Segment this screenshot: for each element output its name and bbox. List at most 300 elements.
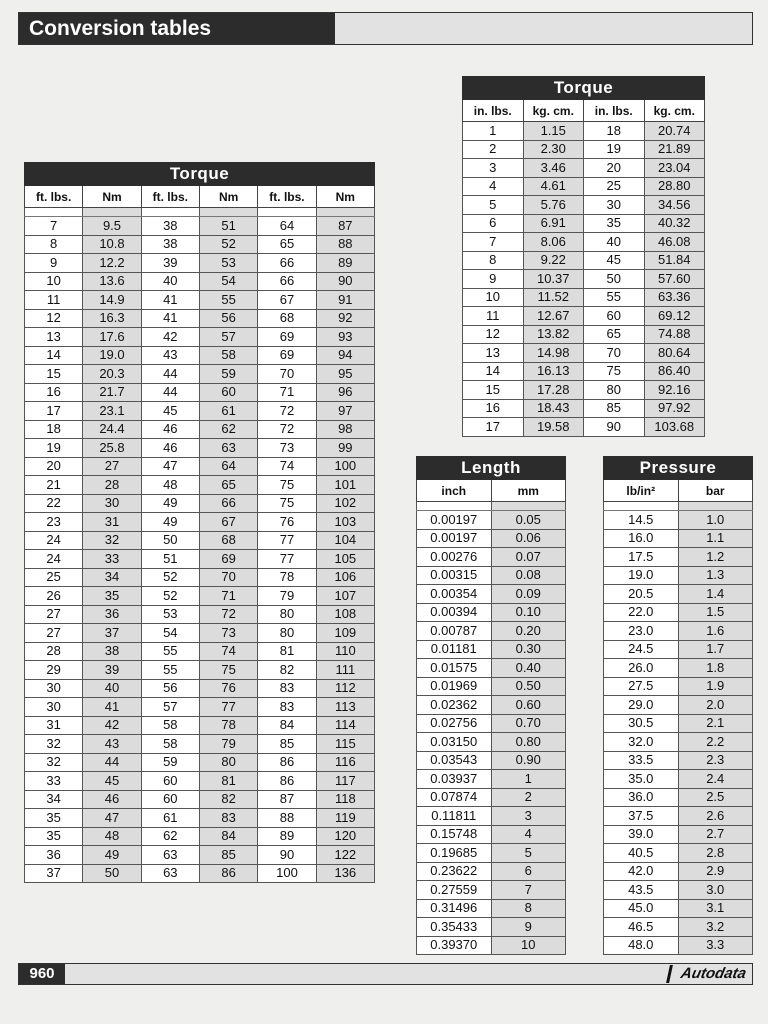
table-row xyxy=(417,585,566,604)
table-cell: 46 xyxy=(141,439,199,458)
table-cell: 39 xyxy=(141,254,199,273)
table-cell: 38 xyxy=(83,642,141,661)
table-cell: 99 xyxy=(316,439,374,458)
table-cell: 58 xyxy=(141,716,199,735)
table-cell: 75 xyxy=(584,362,645,381)
table-row xyxy=(25,439,375,458)
table-row xyxy=(25,846,375,865)
table-cell: 2.9 xyxy=(678,862,753,881)
table-cell: 46 xyxy=(83,790,141,809)
table-cell: 71 xyxy=(199,587,257,606)
table-cell: 41 xyxy=(83,698,141,717)
table-cell: 0.90 xyxy=(491,751,566,770)
table-cell: 2.4 xyxy=(678,770,753,789)
table-cell: 38 xyxy=(141,217,199,236)
table-cell: 34 xyxy=(25,790,83,809)
table-row xyxy=(25,457,375,476)
table-row xyxy=(25,735,375,754)
table-cell: 30 xyxy=(584,196,645,215)
table-cell: 80 xyxy=(258,624,316,643)
table-cell: 86 xyxy=(199,864,257,883)
table-row xyxy=(25,476,375,495)
table-row xyxy=(417,899,566,918)
table-row xyxy=(25,513,375,532)
table-cell: 8 xyxy=(491,899,566,918)
table-cell: 0.00394 xyxy=(417,603,492,622)
table-cell: 37.5 xyxy=(604,807,679,826)
table-row xyxy=(25,254,375,273)
table-cell: 26.0 xyxy=(604,659,679,678)
table-cell: 40.32 xyxy=(644,214,705,233)
table-cell: 5.76 xyxy=(523,196,584,215)
table-row xyxy=(604,733,753,752)
table-cell: 10 xyxy=(463,288,524,307)
table-cell: 58 xyxy=(199,346,257,365)
table-cell: 20 xyxy=(584,159,645,178)
table-cell: 0.70 xyxy=(491,714,566,733)
table-cell: 114 xyxy=(316,716,374,735)
table-cell: 53 xyxy=(141,605,199,624)
table-row xyxy=(463,140,705,159)
table-cell: 0.11811 xyxy=(417,807,492,826)
table-cell: 29.0 xyxy=(604,696,679,715)
table-cell: 47 xyxy=(141,457,199,476)
table-row xyxy=(604,807,753,826)
spacer-cell xyxy=(141,208,199,217)
table-row xyxy=(25,494,375,513)
table-cell: 19.0 xyxy=(83,346,141,365)
table-header-row xyxy=(417,480,566,502)
table-row xyxy=(25,827,375,846)
table-cell: 48 xyxy=(141,476,199,495)
table-row xyxy=(25,328,375,347)
table-row xyxy=(25,217,375,236)
table-cell: 8 xyxy=(463,251,524,270)
table-cell: 32 xyxy=(83,531,141,550)
table-cell: 14.98 xyxy=(523,344,584,363)
table-caption-row xyxy=(463,77,705,100)
table-cell: 24 xyxy=(25,531,83,550)
table-cell: 20.5 xyxy=(604,585,679,604)
table-cell: 116 xyxy=(316,753,374,772)
table-cell: 21.89 xyxy=(644,140,705,159)
table-row xyxy=(417,770,566,789)
table-cell: 50 xyxy=(584,270,645,289)
table-cell: 103 xyxy=(316,513,374,532)
table-row xyxy=(25,383,375,402)
table-cell: 0.60 xyxy=(491,696,566,715)
table-cell: 97.92 xyxy=(644,399,705,418)
column-header: in. lbs. xyxy=(584,100,645,122)
table-cell: 35.0 xyxy=(604,770,679,789)
table-cell: 55 xyxy=(584,288,645,307)
table-spacer-row xyxy=(417,502,566,511)
table-cell: 109 xyxy=(316,624,374,643)
table-row xyxy=(604,936,753,955)
table-row xyxy=(604,529,753,548)
column-header: Nm xyxy=(83,186,141,208)
table-cell: 91 xyxy=(316,291,374,310)
spacer-cell xyxy=(678,502,753,511)
table-cell: 6 xyxy=(491,862,566,881)
table-cell: 61 xyxy=(199,402,257,421)
table-cell: 90 xyxy=(584,418,645,437)
table-cell: 44 xyxy=(141,365,199,384)
table-cell: 102 xyxy=(316,494,374,513)
table-cell: 1.1 xyxy=(678,529,753,548)
table-cell: 70 xyxy=(584,344,645,363)
table-cell: 80.64 xyxy=(644,344,705,363)
table-cell: 17.5 xyxy=(604,548,679,567)
table-cell: 66 xyxy=(258,272,316,291)
table-cell: 69 xyxy=(258,346,316,365)
table-cell: 8 xyxy=(25,235,83,254)
table-cell: 82 xyxy=(258,661,316,680)
table-cell: 9.22 xyxy=(523,251,584,270)
table-cell: 33 xyxy=(25,772,83,791)
table-row xyxy=(417,844,566,863)
table-cell: 30.5 xyxy=(604,714,679,733)
table-cell: 45 xyxy=(83,772,141,791)
table-cell: 2.0 xyxy=(678,696,753,715)
spacer-cell xyxy=(199,208,257,217)
table-header-row xyxy=(463,100,705,122)
table-cell: 45 xyxy=(584,251,645,270)
table-cell: 14 xyxy=(25,346,83,365)
table-row xyxy=(604,714,753,733)
table-row xyxy=(25,679,375,698)
table-row xyxy=(417,511,566,530)
table-cell: 13 xyxy=(25,328,83,347)
table-cell: 76 xyxy=(199,679,257,698)
table-cell: 12.2 xyxy=(83,254,141,273)
table-row xyxy=(463,362,705,381)
table-row xyxy=(463,270,705,289)
table-cell: 86 xyxy=(258,772,316,791)
table-row xyxy=(25,753,375,772)
table-cell: 2.7 xyxy=(678,825,753,844)
table-cell: 2 xyxy=(463,140,524,159)
table-cell: 0.50 xyxy=(491,677,566,696)
table-cell: 3.2 xyxy=(678,918,753,937)
table-cell: 56 xyxy=(141,679,199,698)
table-cell: 93 xyxy=(316,328,374,347)
table-cell: 0.00787 xyxy=(417,622,492,641)
table-cell: 6 xyxy=(463,214,524,233)
column-header: kg. cm. xyxy=(523,100,584,122)
table-cell: 63 xyxy=(141,864,199,883)
table-cell: 2.8 xyxy=(678,844,753,863)
table-cell: 65 xyxy=(584,325,645,344)
table-row xyxy=(417,622,566,641)
table-cell: 68 xyxy=(258,309,316,328)
table-cell: 0.02362 xyxy=(417,696,492,715)
table-row xyxy=(417,936,566,955)
table-cell: 1.3 xyxy=(678,566,753,585)
table-cell: 23.04 xyxy=(644,159,705,178)
table-cell: 31 xyxy=(83,513,141,532)
table-cell: 75 xyxy=(258,494,316,513)
table-cell: 25.8 xyxy=(83,439,141,458)
table-cell: 41 xyxy=(141,291,199,310)
table-cell: 27 xyxy=(83,457,141,476)
table-cell: 1.4 xyxy=(678,585,753,604)
table-cell: 69 xyxy=(258,328,316,347)
table-cell: 39.0 xyxy=(604,825,679,844)
table-cell: 24.5 xyxy=(604,640,679,659)
table-cell: 112 xyxy=(316,679,374,698)
table-cell: 49 xyxy=(141,494,199,513)
table-cell: 1.2 xyxy=(678,548,753,567)
table-cell: 89 xyxy=(316,254,374,273)
table-row xyxy=(463,251,705,270)
table-cell: 29 xyxy=(25,661,83,680)
table-cell: 2.6 xyxy=(678,807,753,826)
column-header: Nm xyxy=(316,186,374,208)
table-cell: 77 xyxy=(258,531,316,550)
table-cell: 37 xyxy=(25,864,83,883)
table-cell: 38 xyxy=(141,235,199,254)
table-cell: 67 xyxy=(199,513,257,532)
table-row xyxy=(604,844,753,863)
table-cell: 71 xyxy=(258,383,316,402)
page-title: Conversion tables xyxy=(19,13,335,44)
table-cell: 17 xyxy=(463,418,524,437)
table-cell: 60 xyxy=(141,772,199,791)
table-cell: 56 xyxy=(199,309,257,328)
table-cell: 62 xyxy=(199,420,257,439)
table-cell: 14.9 xyxy=(83,291,141,310)
table-cell: 39 xyxy=(83,661,141,680)
table-cell: 19 xyxy=(584,140,645,159)
table-cell: 85 xyxy=(584,399,645,418)
table-cell: 35 xyxy=(83,587,141,606)
table-cell: 9 xyxy=(25,254,83,273)
table-cell: 0.01969 xyxy=(417,677,492,696)
table-cell: 16.13 xyxy=(523,362,584,381)
table-cell: 69.12 xyxy=(644,307,705,326)
table-cell: 76 xyxy=(258,513,316,532)
table-cell: 75 xyxy=(199,661,257,680)
table-cell: 64 xyxy=(258,217,316,236)
table-cell: 86.40 xyxy=(644,362,705,381)
page-header xyxy=(18,12,753,45)
table-cell: 85 xyxy=(258,735,316,754)
table-cell: 20.3 xyxy=(83,365,141,384)
table-cell: 78 xyxy=(199,716,257,735)
table-cell: 122 xyxy=(316,846,374,865)
table-cell: 52 xyxy=(141,568,199,587)
table-cell: 0.03150 xyxy=(417,733,492,752)
table-cell: 14.5 xyxy=(604,511,679,530)
table-cell: 63 xyxy=(141,846,199,865)
table-cell: 27.5 xyxy=(604,677,679,696)
table-cell: 16.3 xyxy=(83,309,141,328)
table-row xyxy=(417,566,566,585)
table-cell: 5 xyxy=(491,844,566,863)
table-cell: 101 xyxy=(316,476,374,495)
table-row xyxy=(604,511,753,530)
table-cell: 18.43 xyxy=(523,399,584,418)
table-cell: 10 xyxy=(491,936,566,955)
table-row xyxy=(417,862,566,881)
table-cell: 46.5 xyxy=(604,918,679,937)
table-cell: 90 xyxy=(258,846,316,865)
table-cell: 20.74 xyxy=(644,122,705,141)
table-cell: 77 xyxy=(258,550,316,569)
spacer-cell xyxy=(25,208,83,217)
table-cell: 0.20 xyxy=(491,622,566,641)
table-cell: 1.7 xyxy=(678,640,753,659)
table-cell: 35 xyxy=(584,214,645,233)
table-cell: 95 xyxy=(316,365,374,384)
table-row xyxy=(604,548,753,567)
table-row xyxy=(25,420,375,439)
table-row xyxy=(604,640,753,659)
table-cell: 48.0 xyxy=(604,936,679,955)
table-cell: 3 xyxy=(463,159,524,178)
table-cell: 136 xyxy=(316,864,374,883)
table-cell: 75 xyxy=(258,476,316,495)
table-cell: 92 xyxy=(316,309,374,328)
table-cell: 43 xyxy=(141,346,199,365)
column-header: kg. cm. xyxy=(644,100,705,122)
table-cell: 113 xyxy=(316,698,374,717)
table-caption: Torque xyxy=(463,77,705,100)
table-row xyxy=(25,272,375,291)
table-cell: 50 xyxy=(83,864,141,883)
table-cell: 40 xyxy=(584,233,645,252)
table-cell: 33.5 xyxy=(604,751,679,770)
table-row xyxy=(463,288,705,307)
table-row xyxy=(604,751,753,770)
table-cell: 19 xyxy=(25,439,83,458)
table-cell: 1.0 xyxy=(678,511,753,530)
table-cell: 119 xyxy=(316,809,374,828)
table-cell: 3.46 xyxy=(523,159,584,178)
table-cell: 117 xyxy=(316,772,374,791)
spacer-cell xyxy=(491,502,566,511)
table-cell: 42 xyxy=(83,716,141,735)
column-header: bar xyxy=(678,480,753,502)
table-spacer-row xyxy=(604,502,753,511)
table-row xyxy=(463,122,705,141)
table-cell: 11 xyxy=(463,307,524,326)
table-cell: 1.8 xyxy=(678,659,753,678)
table-cell: 9 xyxy=(463,270,524,289)
table-cell: 10.8 xyxy=(83,235,141,254)
table-cell: 89 xyxy=(258,827,316,846)
table-row xyxy=(25,809,375,828)
table-cell: 54 xyxy=(199,272,257,291)
table-cell: 23.1 xyxy=(83,402,141,421)
table-cell: 63 xyxy=(199,439,257,458)
table-cell: 2.1 xyxy=(678,714,753,733)
table-cell: 1 xyxy=(491,770,566,789)
table-cell: 49 xyxy=(83,846,141,865)
table-cell: 83 xyxy=(199,809,257,828)
table-cell: 22.0 xyxy=(604,603,679,622)
table-row xyxy=(417,714,566,733)
table-cell: 7 xyxy=(25,217,83,236)
table-cell: 96 xyxy=(316,383,374,402)
table-row xyxy=(604,770,753,789)
table-cell: 36.0 xyxy=(604,788,679,807)
table-cell: 74.88 xyxy=(644,325,705,344)
table-cell: 0.02756 xyxy=(417,714,492,733)
table-cell: 0.31496 xyxy=(417,899,492,918)
table-cell: 60 xyxy=(584,307,645,326)
table-cell: 60 xyxy=(199,383,257,402)
table-row xyxy=(604,622,753,641)
table-cell: 65 xyxy=(199,476,257,495)
table-row xyxy=(417,548,566,567)
table-cell: 35 xyxy=(25,809,83,828)
table-cell: 0.03543 xyxy=(417,751,492,770)
table-cell: 0.03937 xyxy=(417,770,492,789)
table-cell: 9.5 xyxy=(83,217,141,236)
table-cell: 11 xyxy=(25,291,83,310)
table-cell: 74 xyxy=(258,457,316,476)
table-cell: 0.19685 xyxy=(417,844,492,863)
table-row xyxy=(25,864,375,883)
table-cell: 94 xyxy=(316,346,374,365)
table-row xyxy=(417,677,566,696)
table-cell: 0.10 xyxy=(491,603,566,622)
table-row xyxy=(417,529,566,548)
table-cell: 60 xyxy=(141,790,199,809)
table-cell: 41 xyxy=(141,309,199,328)
table-row xyxy=(463,399,705,418)
table-cell: 61 xyxy=(141,809,199,828)
table-row xyxy=(417,751,566,770)
table-cell: 31 xyxy=(25,716,83,735)
table-cell: 59 xyxy=(199,365,257,384)
page-number: 960 xyxy=(19,964,65,984)
table-row xyxy=(604,788,753,807)
table-cell: 25 xyxy=(584,177,645,196)
table-cell: 26 xyxy=(25,587,83,606)
table-cell: 92.16 xyxy=(644,381,705,400)
table-caption-row xyxy=(417,457,566,480)
table-cell: 0.00197 xyxy=(417,511,492,530)
table-cell: 40.5 xyxy=(604,844,679,863)
pressure-table xyxy=(603,456,753,955)
table-cell: 20 xyxy=(25,457,83,476)
table-cell: 4.61 xyxy=(523,177,584,196)
table-row xyxy=(463,325,705,344)
table-cell: 17.28 xyxy=(523,381,584,400)
table-row xyxy=(604,677,753,696)
table-cell: 13.82 xyxy=(523,325,584,344)
table-cell: 1.9 xyxy=(678,677,753,696)
table-cell: 72 xyxy=(199,605,257,624)
table-cell: 69 xyxy=(199,550,257,569)
table-cell: 13 xyxy=(463,344,524,363)
table-cell: 55 xyxy=(141,642,199,661)
table-cell: 23.0 xyxy=(604,622,679,641)
length-table xyxy=(416,456,566,955)
table-cell: 19.0 xyxy=(604,566,679,585)
table-row xyxy=(417,696,566,715)
table-cell: 12 xyxy=(25,309,83,328)
table-cell: 17.6 xyxy=(83,328,141,347)
table-cell: 18 xyxy=(25,420,83,439)
table-cell: 51 xyxy=(141,550,199,569)
table-row xyxy=(463,214,705,233)
table-cell: 45.0 xyxy=(604,899,679,918)
table-cell: 0.27559 xyxy=(417,881,492,900)
